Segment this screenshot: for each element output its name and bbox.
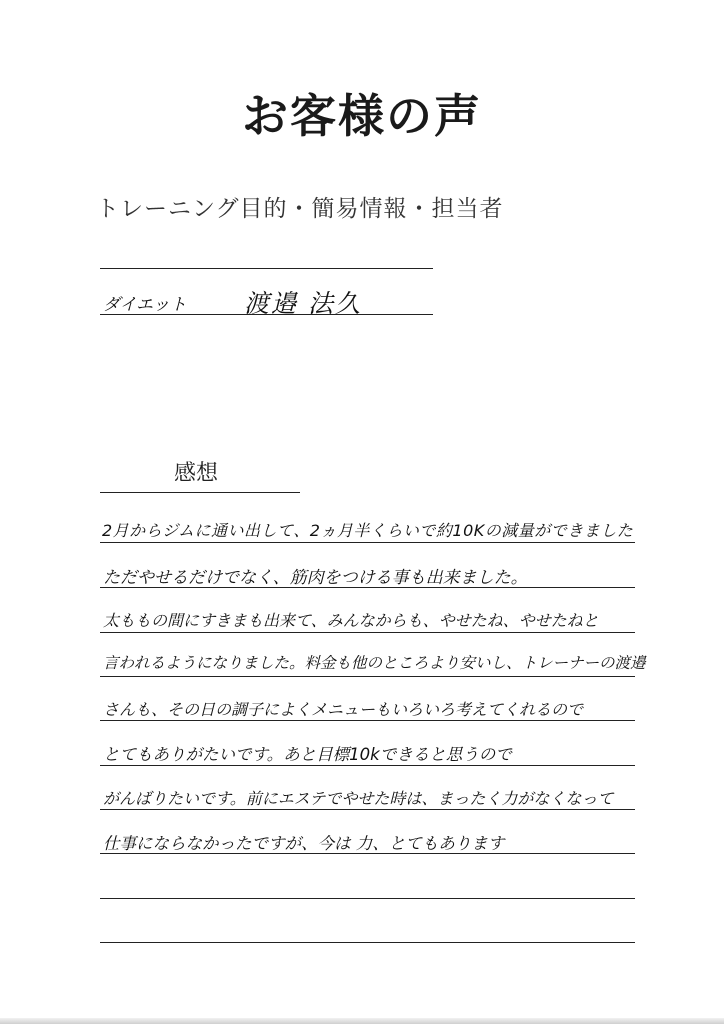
ruled-line-7 (100, 809, 635, 810)
scan-edge (0, 1018, 724, 1024)
ruled-line-1 (100, 542, 635, 543)
ruled-line-6 (100, 765, 635, 766)
impression-line-7: がんばりたいです。前にエステでやせた時は、まったく力がなくなって (103, 789, 614, 808)
impression-line-5: さんも、その日の調子によくメニューもいろいろ考えてくれるので (103, 700, 584, 719)
ruled-line-10 (100, 942, 635, 943)
info-bottom-rule (100, 314, 433, 315)
page-title: お客様の声 (242, 89, 482, 143)
ruled-line-2 (100, 587, 635, 588)
ruled-line-8 (100, 853, 635, 854)
impression-heading-rule (100, 492, 300, 493)
impression-line-8: 仕事にならなかったですが、今は 力、とてもあります (103, 834, 505, 853)
ruled-line-9 (100, 898, 635, 899)
impression-line-1: 2月からジムに通い出して、2ヵ月半くらいで約10Kの減量ができました (102, 521, 634, 540)
trainer-name: 渡邉 法久 (244, 289, 362, 318)
ruled-line-3 (100, 632, 635, 633)
ruled-line-4 (100, 676, 635, 677)
impression-line-3: 太ももの間にすきまも出来て、みんなからも、やせたね、やせたねと (103, 611, 599, 630)
form-subtitle: トレーニング目的・簡易情報・担当者 (96, 196, 504, 222)
impression-line-6: とてもありがたいです。あと目標10kできると思うので (103, 745, 512, 764)
impression-line-4: 言われるようになりました。料金も他のところより安いし、トレーナーの渡邉 (103, 654, 646, 672)
impression-heading: 感想 (174, 461, 219, 486)
purpose-value: ダイエット (103, 295, 187, 315)
impression-line-2: ただやせるだけでなく、筋肉をつける事も出来ました。 (103, 568, 528, 588)
ruled-line-5 (100, 720, 635, 721)
info-top-rule (100, 268, 433, 269)
